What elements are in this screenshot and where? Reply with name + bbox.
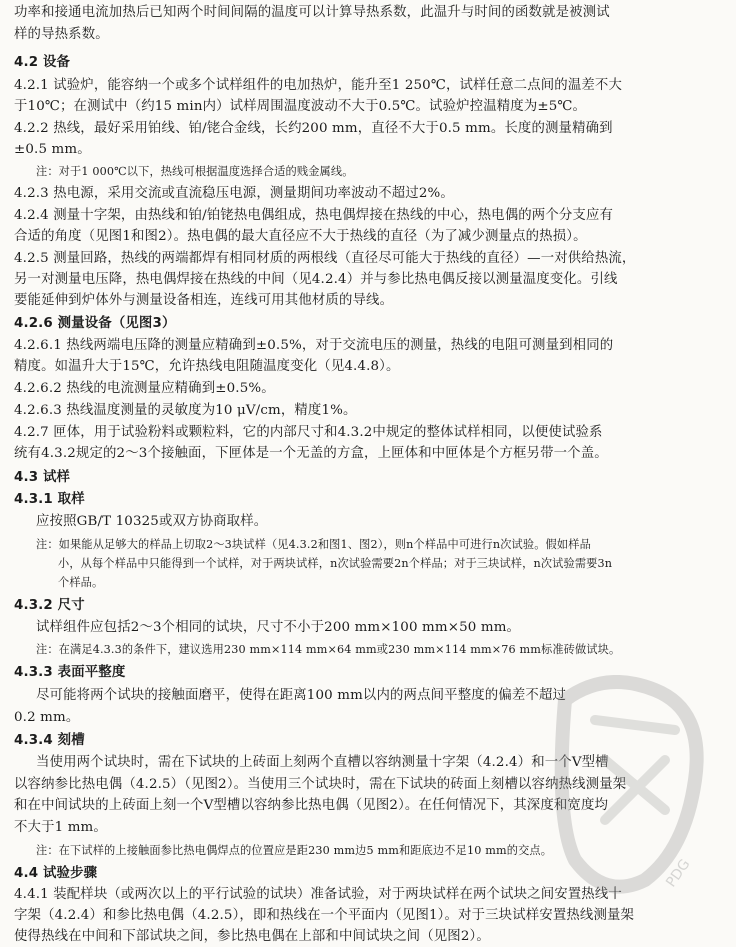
stamp-text: PDG	[663, 856, 694, 891]
text-line: 尽可能将两个试块的接触面磨平，使得在距离100 mm以内的两点间平整度的偏差不超过	[36, 688, 567, 703]
note-line: 注：如果能从足够大的样品上切取2～3块试样（见4.3.2和图1、图2），则n个样品中可进行n次试验。假如样品	[36, 538, 591, 551]
text-line: 4.2.7 匣体，用于试验粉料或颗粒料，它的内部尺寸和4.3.2中规定的整体试样相同，以便使试验系	[14, 425, 603, 440]
note-line: 个样品。	[58, 576, 104, 589]
note-line: 注：在下试样的上接触面参比热电偶焊点的位置应是距230 mm边5 mm和距底边不足10 mm的交点。	[36, 844, 553, 857]
text-line: 4.2.6.2 热线的电流测量应精确到±0.5%。	[14, 381, 275, 396]
text-line: 4.4.1 装配样块（或两次以上的平行试验的试块）准备试验，对于两块试样在两个试块之间安置热线十	[14, 887, 622, 902]
text-line: 当使用两个试块时，需在下试块的上砖面上刻两个直槽以容纳测量十字架（4.2.4）和一个V型槽	[36, 755, 609, 770]
section-heading: 4.3.4 刻槽	[14, 733, 85, 748]
text-line: 功率和接通电流加热后已知两个时间间隔的温度可以计算导热系数，此温升与时间的函数就是被测试	[14, 5, 610, 20]
text-line: 统有4.3.2规定的2～3个接触面，下匣体是一个无盖的方盒，上匣体和中匣体是个方框另带一个盖。	[14, 446, 608, 461]
text-line: 4.2.3 热电源，采用交流或直流稳压电源，测量期间功率波动不超过2%。	[14, 186, 454, 201]
section-heading: 4.3.1 取样	[14, 492, 85, 507]
text-line: 0.2 mm。	[14, 710, 80, 725]
text-line: 试样组件应包括2～3个相同的试块，尺寸不小于200 mm×100 mm×50 mm。	[36, 620, 521, 635]
section-heading: 4.2.6 测量设备（见图3）	[14, 316, 176, 331]
section-heading: 4.2 设备	[14, 55, 71, 70]
text-line: 应按照GB/T 10325或双方协商取样。	[36, 514, 268, 529]
note-line: 注：在满足4.3.3的条件下，建议选用230 mm×114 mm×64 mm或230 mm×114 mm×76 mm标准砖做试块。	[36, 643, 621, 656]
text-line: 4.2.1 试验炉，能容纳一个或多个试样组件的电加热炉，能升至1 250℃，试样任意二点间的温差不大	[14, 78, 622, 93]
text-line: 和在中间试块的上砖面上刻一个V型槽以容纳参比热电偶（见图2）。在任何情况下，其深度和宽度均	[14, 798, 609, 813]
text-line: 合适的角度（见图1和图2）。热电偶的最大直径应不大于热线的直径（为了减少测量点的热损）。	[14, 229, 587, 244]
text-line: 于10℃；在测试中（约15 min内）试样周围温度波动不大于0.5℃。试验炉控温精度为±5℃。	[14, 99, 587, 114]
text-line: 精度。如温升大于15℃，允许热线电阻随温度变化（见4.4.8）。	[14, 359, 400, 374]
section-heading: 4.4 试验步骤	[14, 866, 98, 881]
section-heading: 4.3.2 尺寸	[14, 598, 85, 613]
text-line: 4.2.6.3 热线温度测量的灵敏度为10 μV/cm，精度1%。	[14, 403, 357, 418]
text-line: 样的导热系数。	[14, 27, 109, 42]
text-line: 字架（4.2.4）和参比热电偶（4.2.5），即和热线在一个平面内（见图1）。对于三块试样安置热线测量架	[14, 908, 635, 923]
section-heading: 4.3 试样	[14, 470, 71, 485]
text-line: 不大于1 mm。	[14, 820, 107, 835]
text-line: 4.2.2 热线，最好采用铂线、铂/铑合金线，长约200 mm，直径不大于0.5 mm。长度的测量精确到	[14, 121, 613, 136]
text-line: 以容纳参比热电偶（4.2.5）（见图2）。当使用三个试块时，需在下试块的砖面上刻槽以容纳热线测量架	[14, 777, 627, 792]
note-line: 小，从每个样品中只能得到一个试样，对于两块试样，n次试验需要2n个样品；对于三块试样，n次试验需要3n	[58, 557, 613, 570]
text-line: 另一对测量电压降，热电偶焊接在热线的中间（见4.2.4）并与参比热电偶反接以测量温度变化。引线	[14, 272, 618, 287]
text-line: 4.2.5 测量回路，热线的两端都焊有相同材质的两根线（直径尽可能大于热线的直径）—一对供给热流，	[14, 251, 636, 266]
text-line: 要能延伸到炉体外与测量设备相连，连线可用其他材质的导线。	[14, 293, 394, 308]
section-heading: 4.3.3 表面平整度	[14, 665, 126, 680]
text-line: 4.2.4 测量十字架，由热线和铂/铂铑热电偶组成，热电偶焊接在热线的中心，热电偶的两个分支应有	[14, 208, 614, 223]
note-line: 注：对于1 000℃以下，热线可根据温度选择合适的贱金属线。	[36, 165, 354, 178]
text-line: 使得热线在中间和下部试块之间，参比热电偶在上部和中间试块之间（见图2）。	[14, 929, 490, 944]
text-line: 4.2.6.1 热线两端电压降的测量应精确到±0.5%，对于交流电压的测量，热线的电阻可测量到相同的	[14, 338, 614, 353]
text-line: ±0.5 mm。	[14, 142, 91, 157]
